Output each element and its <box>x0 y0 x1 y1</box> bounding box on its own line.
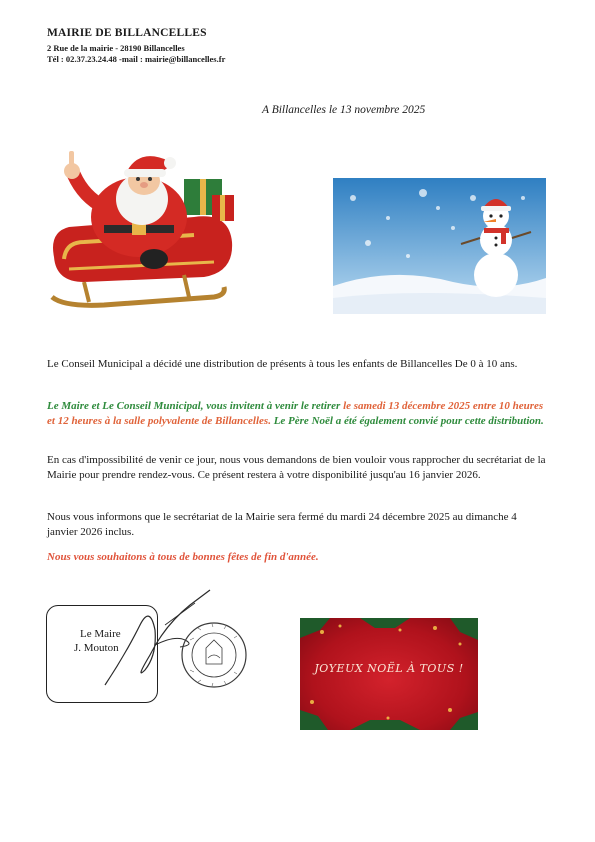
mairie-contact: Tél : 02.37.23.24.48 -mail : mairie@billancelles.fr <box>47 54 226 64</box>
christmas-card <box>300 618 478 730</box>
paragraph-secretariat-closed: Nous vous informons que le secrétariat de la Mairie sera fermé du mardi 24 décembre 2025 au dimanche 4 janvier 2026 inclus. <box>47 511 517 538</box>
card-greeting: JOYEUX NOËL À TOUS ! <box>314 662 464 675</box>
mairie-address: 2 Rue de la mairie - 28190 Billancelles <box>47 43 185 53</box>
date-line: A Billancelles le 13 novembre 2025 <box>262 104 426 116</box>
paragraph-invitation <box>47 399 547 428</box>
official-stamp <box>180 618 248 692</box>
mairie-name: MAIRIE DE BILLANCELLES <box>47 27 207 39</box>
invitation-green-2: Le Père Noël a été également convié pour cette distribution. <box>270 414 544 427</box>
signature-name: J. Mouton <box>74 642 119 654</box>
paragraph-wishes: Nous vous souhaitons à tous de bonnes fêtes de fin d'année. <box>47 551 319 563</box>
signature-title: Le Maire <box>80 628 121 640</box>
santa-sleigh-illustration <box>44 147 239 315</box>
snowman-illustration <box>333 178 546 314</box>
invitation-orange: le samedi 13 décembre 2025 entre 10 heures et 12 heures à la salle polyvalente de Billancelles. <box>47 400 544 427</box>
paragraph-impossibility: En cas d'impossibilité de venir ce jour, nous vous demandons de bien vouloir vous rapprocher du secrétariat de la Mairie pour prendre rendez-vous. Ce présent restera à votre disponibilité jusqu'au 16 janvier 2026. <box>47 454 546 481</box>
invitation-green-1: Le Maire et Le Conseil Municipal, vous invitent à venir le retirer <box>47 400 341 412</box>
paragraph-distribution: Le Conseil Municipal a décidé une distribution de présents à tous les enfants de Billancelles De 0 à 10 ans. <box>47 358 518 370</box>
